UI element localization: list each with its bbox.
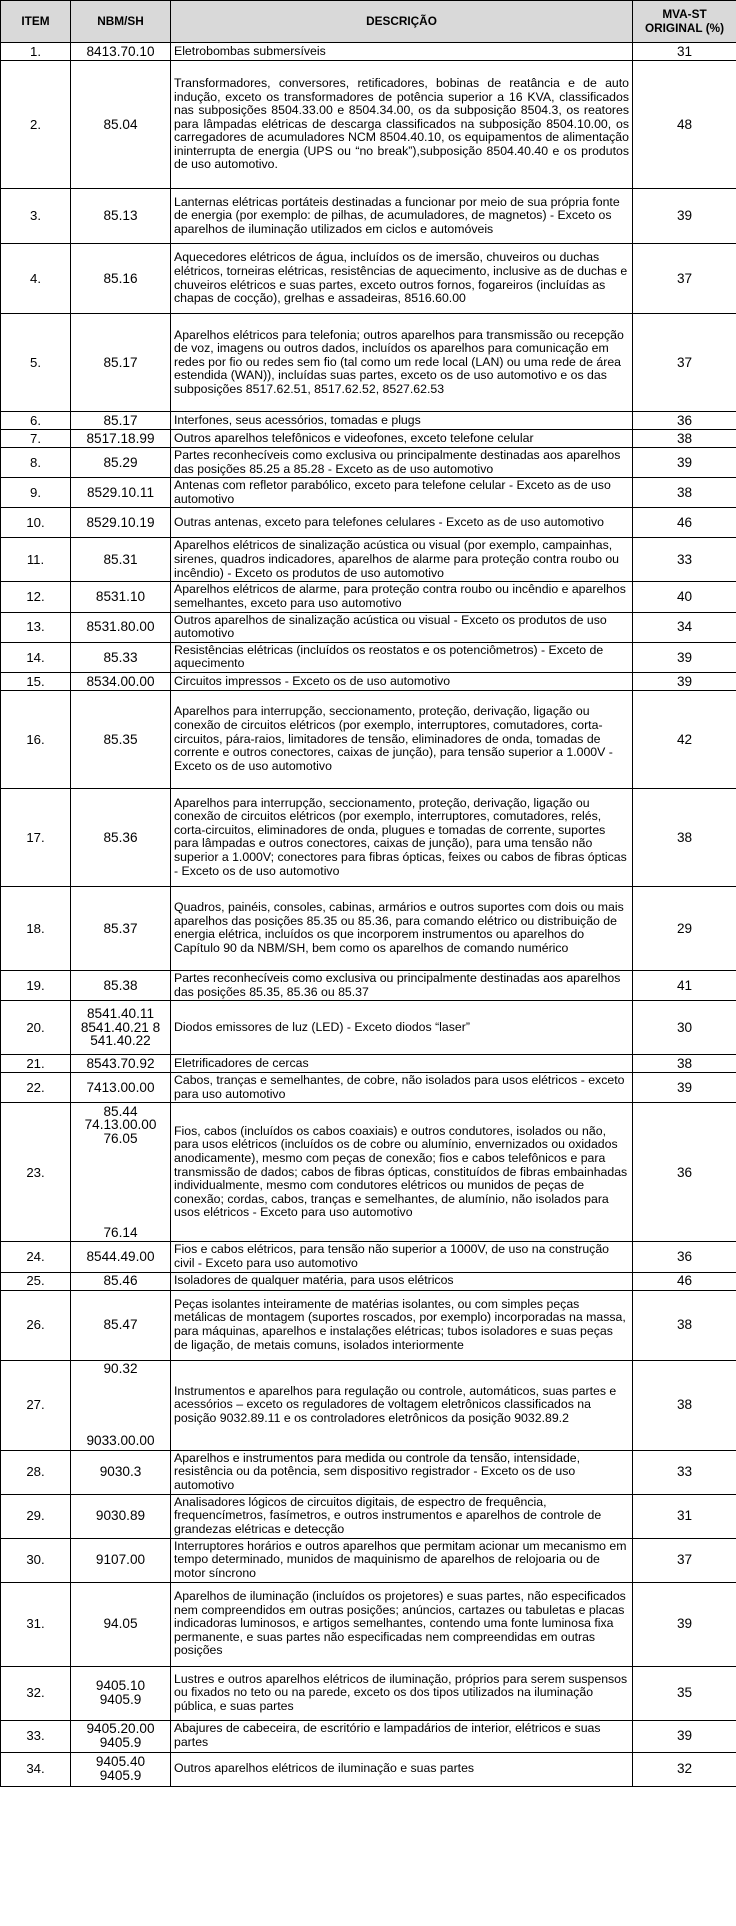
item-number: 30. [1,1538,71,1582]
table-row [1,314,736,412]
item-number: 1. [1,43,71,61]
table-row [1,430,736,448]
table-row [1,1360,736,1450]
description: Abajures de cabeceira, de escritório e lampadários de interior, elétricos e suas partes [171,1720,633,1752]
ncm-code: 8529.10.11 [71,478,171,508]
ncm-code: 85.46 [71,1272,171,1290]
mva-value: 38 [633,1290,736,1360]
mva-value: 39 [633,642,736,672]
table-row [1,1666,736,1720]
table-row [1,690,736,788]
item-number: 3. [1,189,71,244]
description: Outros aparelhos telefônicos e videofones, exceto telefone celular [171,430,633,448]
item-number: 27. [1,1360,71,1450]
table-row [1,43,736,61]
ncm-code: 8531.10 [71,582,171,612]
mva-value: 46 [633,508,736,538]
description: Partes reconhecíveis como exclusiva ou principalmente destinadas aos aparelhos das posições 85.25 a 85.28 - Exceto as de uso automotivo [171,448,633,478]
item-number: 7. [1,430,71,448]
table-row [1,1242,736,1272]
description: Eletrificadores de cercas [171,1055,633,1073]
mva-value: 39 [633,1720,736,1752]
item-number: 18. [1,886,71,970]
table-row [1,448,736,478]
ncm-code: 9405.10 9405.9 [71,1666,171,1720]
description: Aquecedores elétricos de água, incluídos os de imersão, chuveiros ou duchas elétricos, torneiras elétricas, resistências de aquecimento, inclusive as de duchas e chuveiros elétricos e suas partes, exceto outros fornos, fogareiros (incluídas as chapas de cocção), grelhas e assadeiras, 8516.60.00 [171,244,633,314]
ncm-code: 8529.10.19 [71,508,171,538]
item-number: 21. [1,1055,71,1073]
ncm-code: 85.33 [71,642,171,672]
table-row [1,612,736,642]
ncm-code-secondary: 76.14 [103,1225,138,1241]
table-row [1,412,736,430]
table-row [1,1720,736,1752]
mva-value: 39 [633,1582,736,1666]
ncm-code-primary: 85.44 74.13.00.00 76.05 [84,1103,157,1146]
description: Resistências elétricas (incluídos os reostatos e os potenciômetros) - Exceto de aquecimento [171,642,633,672]
mva-value: 37 [633,244,736,314]
mva-value: 38 [633,478,736,508]
mva-value: 35 [633,1666,736,1720]
table-row [1,1494,736,1538]
description: Outras antenas, exceto para telefones celulares - Exceto as de uso automotivo [171,508,633,538]
description: Partes reconhecíveis como exclusiva ou principalmente destinadas aos aparelhos das posições 85.35, 85.36 ou 85.37 [171,970,633,1000]
mva-value: 40 [633,582,736,612]
description: Aparelhos e instrumentos para medida ou controle da tensão, intensidade, resistência ou da potência, sem dispositivo registrador - Exceto os de uso automotivo [171,1450,633,1494]
ncm-code: 94.05 [71,1582,171,1666]
table-row [1,61,736,189]
mva-value: 31 [633,43,736,61]
description: Interfones, seus acessórios, tomadas e plugs [171,412,633,430]
mva-value: 36 [633,1242,736,1272]
item-number: 32. [1,1666,71,1720]
description: Circuitos impressos - Exceto os de uso automotivo [171,672,633,690]
description: Quadros, painéis, consoles, cabinas, armários e outros suportes com dois ou mais aparelhos das posições 85.35 ou 85.36, para comando elétrico ou distribuição de energia elétrica, incluídos os que incorporem instrumentos ou aparelhos do Capítulo 90 da NBM/SH, bem como os aparelhos de comando numérico [171,886,633,970]
item-number: 6. [1,412,71,430]
item-number: 17. [1,788,71,886]
table-row [1,886,736,970]
mva-value: 39 [633,1073,736,1103]
ncm-code: 85.17 [71,412,171,430]
item-number: 2. [1,61,71,189]
ncm-code-secondary: 9033.00.00 [86,1433,155,1449]
description: Isoladores de qualquer matéria, para usos elétricos [171,1272,633,1290]
description: Aparelhos elétricos de sinalização acústica ou visual (por exemplo, campainhas, sirenes, quadros indicadores, aparelhos de alarme para proteção contra roubo ou incêndio) - Exceto os produtos de uso automotivo [171,538,633,582]
item-number: 14. [1,642,71,672]
table-row [1,1055,736,1073]
description: Aparelhos de iluminação (incluídos os projetores) e suas partes, não especificados nem compreendidos em outras posições; anúncios, cartazes ou tabuletas e placas indicadoras luminosos, e artigos semelhantes, contendo uma fonte luminosa fixa permanente, e suas partes não especificadas nem compreendidas em outras posições [171,1582,633,1666]
mva-value: 34 [633,612,736,642]
mva-value: 38 [633,788,736,886]
table-row [1,1752,736,1786]
item-number: 29. [1,1494,71,1538]
mva-value: 39 [633,448,736,478]
item-number: 19. [1,970,71,1000]
table-row [1,1073,736,1103]
mva-value: 38 [633,430,736,448]
ncm-code: 85.04 [71,61,171,189]
description: Diodos emissores de luz (LED) - Exceto diodos “laser” [171,1001,633,1055]
description: Lustres e outros aparelhos elétricos de iluminação, próprios para serem suspensos ou fixados no teto ou na parede, exceto os dos tipos utilizados na iluminação pública, e suas partes [171,1666,633,1720]
description: Eletrobombas submersíveis [171,43,633,61]
ncm-code: 85.17 [71,314,171,412]
item-number: 9. [1,478,71,508]
mva-value: 36 [633,412,736,430]
header-mva: MVA-ST ORIGINAL (%) [633,1,736,43]
mva-value: 33 [633,538,736,582]
item-number: 33. [1,1720,71,1752]
ncm-code: 85.36 [71,788,171,886]
ncm-code: 8413.70.10 [71,43,171,61]
ncm-code: 7413.00.00 [71,1073,171,1103]
item-number: 20. [1,1001,71,1055]
item-number: 5. [1,314,71,412]
ncm-code: 9030.3 [71,1450,171,1494]
description: Analisadores lógicos de circuitos digitais, de espectro de frequência, frequencímetros, fasímetros, e outros instrumentos e aparelhos de controle de grandezas elétricas e detecção [171,1494,633,1538]
item-number: 11. [1,538,71,582]
description: Instrumentos e aparelhos para regulação ou controle, automáticos, suas partes e acessórios – exceto os reguladores de voltagem eletrônicos classificados na posição 9032.89.11 e os controladores eletrônicos da posição 9032.89.2 [171,1360,633,1450]
description: Peças isolantes inteiramente de matérias isolantes, ou com simples peças metálicas de montagem (suportes roscados, por exemplo) incorporadas na massa, para máquinas, aparelhos e instalações elétricas; tubos isoladores e suas peças de ligação, de metais comuns, isolados interiormente [171,1290,633,1360]
mva-value: 29 [633,886,736,970]
ncm-code: 85.16 [71,244,171,314]
table-row [1,508,736,538]
ncm-code [71,1103,171,1242]
item-number: 34. [1,1752,71,1786]
item-number: 4. [1,244,71,314]
ncm-code: 9107.00 [71,1538,171,1582]
description: Transformadores, conversores, retificadores, bobinas de reatância e de auto indução, exceto os transformadores de potência superior a 16 KVA, classificados nas subposições 8504.33.00 e 8504.34.00, os da subposição 8504.3, os reatores para lâmpadas elétricas de descarga classificados na subposição 8504.10.00, os carregadores de acumuladores NCM 8504.40.10, os equipamentos de alimentação ininterrupta de energia (UPS ou “no break”),subposição 8504.40.40 e os produtos de uso automotivo. [171,61,633,189]
description: Aparelhos elétricos para telefonia; outros aparelhos para transmissão ou recepção de voz, imagens ou outros dados, incluídos os aparelhos para comunicação em redes por fio ou redes sem fio (tal como um rede local (LAN) ou uma rede de área estendida (WAN)), incluídas suas partes, exceto os de uso automotivo e os das subposições 8517.62.51, 8517.62.52, 8527.62.53 [171,314,633,412]
mva-value: 38 [633,1055,736,1073]
table-row [1,788,736,886]
mva-value: 36 [633,1103,736,1242]
ncm-code: 85.47 [71,1290,171,1360]
table-row [1,189,736,244]
description: Lanternas elétricas portáteis destinadas a funcionar por meio de sua própria fonte de energia (por exemplo: de pilhas, de acumuladores, de magnetos) - Exceto os aparelhos de iluminação utilizados em ciclos e automóveis [171,189,633,244]
ncm-code: 8517.18.99 [71,430,171,448]
item-number: 8. [1,448,71,478]
mva-value: 42 [633,690,736,788]
header-ncm: NBM/SH [71,1,171,43]
item-number: 25. [1,1272,71,1290]
ncm-code: 9405.20.00 9405.9 [71,1720,171,1752]
ncm-code: 8534.00.00 [71,672,171,690]
ncm-code: 85.31 [71,538,171,582]
mva-value: 41 [633,970,736,1000]
item-number: 28. [1,1450,71,1494]
item-number: 23. [1,1103,71,1242]
item-number: 31. [1,1582,71,1666]
table-row [1,1582,736,1666]
ncm-code: 8544.49.00 [71,1242,171,1272]
ncm-code: 9030.89 [71,1494,171,1538]
ncm-code: 85.35 [71,690,171,788]
description: Fios, cabos (incluídos os cabos coaxiais) e outros condutores, isolados ou não, para usos elétricos (incluídos os de cobre ou alumínio, envernizados ou oxidados anodicamente), mesmo com peças de conexão; fios e cabos telefônicos e para transmissão de dados; cabos de fibras ópticas, constituídos de fibras embainhadas individualmente, mesmo com condutores elétricos ou munidos de peças de conexão; cordas, cabos, tranças e semelhantes, de alumínio, não isolados para usos elétricos - Exceto para uso automotivo [171,1103,633,1242]
description: Outros aparelhos de sinalização acústica ou visual - Exceto os produtos de uso automotivo [171,612,633,642]
ncm-code: 85.13 [71,189,171,244]
mva-value: 30 [633,1001,736,1055]
mva-value: 37 [633,314,736,412]
ncm-code-primary: 90.32 [103,1361,138,1376]
table-row [1,538,736,582]
description: Antenas com refletor parabólico, exceto para telefone celular - Exceto as de uso automotivo [171,478,633,508]
description: Aparelhos para interrupção, seccionamento, proteção, derivação, ligação ou conexão de circuitos elétricos (por exemplo, interruptores, comutadores, corta-circuitos, pára-raios, limitadores de tensão, eliminadores de onda, tomadas de corrente e outros conectores, caixas de junção), para tensão superior a 1.000V - Exceto os de uso automotivo [171,690,633,788]
table-row [1,642,736,672]
description: Aparelhos para interrupção, seccionamento, proteção, derivação, ligação ou conexão de circuitos elétricos (por exemplo, interruptores, comutadores, relés, corta-circuitos, eliminadores de onda, plugues e tomadas de corrente, suportes para lâmpadas e outros conectores, caixas de junção), para uma tensão não superior a 1.000V; conectores para fibras ópticas, feixes ou cabos de fibras ópticas - Exceto os de uso automotivo [171,788,633,886]
mva-value: 32 [633,1752,736,1786]
mva-value: 39 [633,189,736,244]
ncm-code: 8543.70.92 [71,1055,171,1073]
description: Fios e cabos elétricos, para tensão não superior a 1000V, de uso na construção civil - Exceto para uso automotivo [171,1242,633,1272]
description: Interruptores horários e outros aparelhos que permitam acionar um mecanismo em tempo determinado, munidos de maquinismo de aparelhos de relojoaria ou de motor síncrono [171,1538,633,1582]
header-description: DESCRIÇÃO [171,1,633,43]
mva-value: 31 [633,1494,736,1538]
ncm-code: 8541.40.11 8541.40.21 8 541.40.22 [71,1001,171,1055]
table-row [1,244,736,314]
mva-value: 39 [633,672,736,690]
table-row [1,1001,736,1055]
item-number: 10. [1,508,71,538]
table-row [1,672,736,690]
table-row [1,478,736,508]
mva-value: 37 [633,1538,736,1582]
table-row [1,1290,736,1360]
table-body [1,43,736,1787]
ncm-code: 85.29 [71,448,171,478]
mva-value: 46 [633,1272,736,1290]
item-number: 16. [1,690,71,788]
header-row [1,1,736,43]
item-number: 13. [1,612,71,642]
description: Cabos, tranças e semelhantes, de cobre, não isolados para usos elétricos - exceto para uso automotivo [171,1073,633,1103]
ncm-code: 9405.40 9405.9 [71,1752,171,1786]
item-number: 26. [1,1290,71,1360]
ncm-code [71,1360,171,1450]
mva-value: 38 [633,1360,736,1450]
ncm-code: 85.38 [71,970,171,1000]
table-row [1,1103,736,1242]
ncm-code: 8531.80.00 [71,612,171,642]
mva-value: 48 [633,61,736,189]
table-row [1,1538,736,1582]
table-row [1,1450,736,1494]
header-item: ITEM [1,1,71,43]
ncm-code: 85.37 [71,886,171,970]
item-number: 12. [1,582,71,612]
item-number: 22. [1,1073,71,1103]
table-row [1,582,736,612]
item-number: 24. [1,1242,71,1272]
description: Aparelhos elétricos de alarme, para proteção contra roubo ou incêndio e aparelhos semelhantes, exceto para uso automotivo [171,582,633,612]
table-row [1,1272,736,1290]
table-row [1,970,736,1000]
item-number: 15. [1,672,71,690]
mva-value: 33 [633,1450,736,1494]
description: Outros aparelhos elétricos de iluminação e suas partes [171,1752,633,1786]
